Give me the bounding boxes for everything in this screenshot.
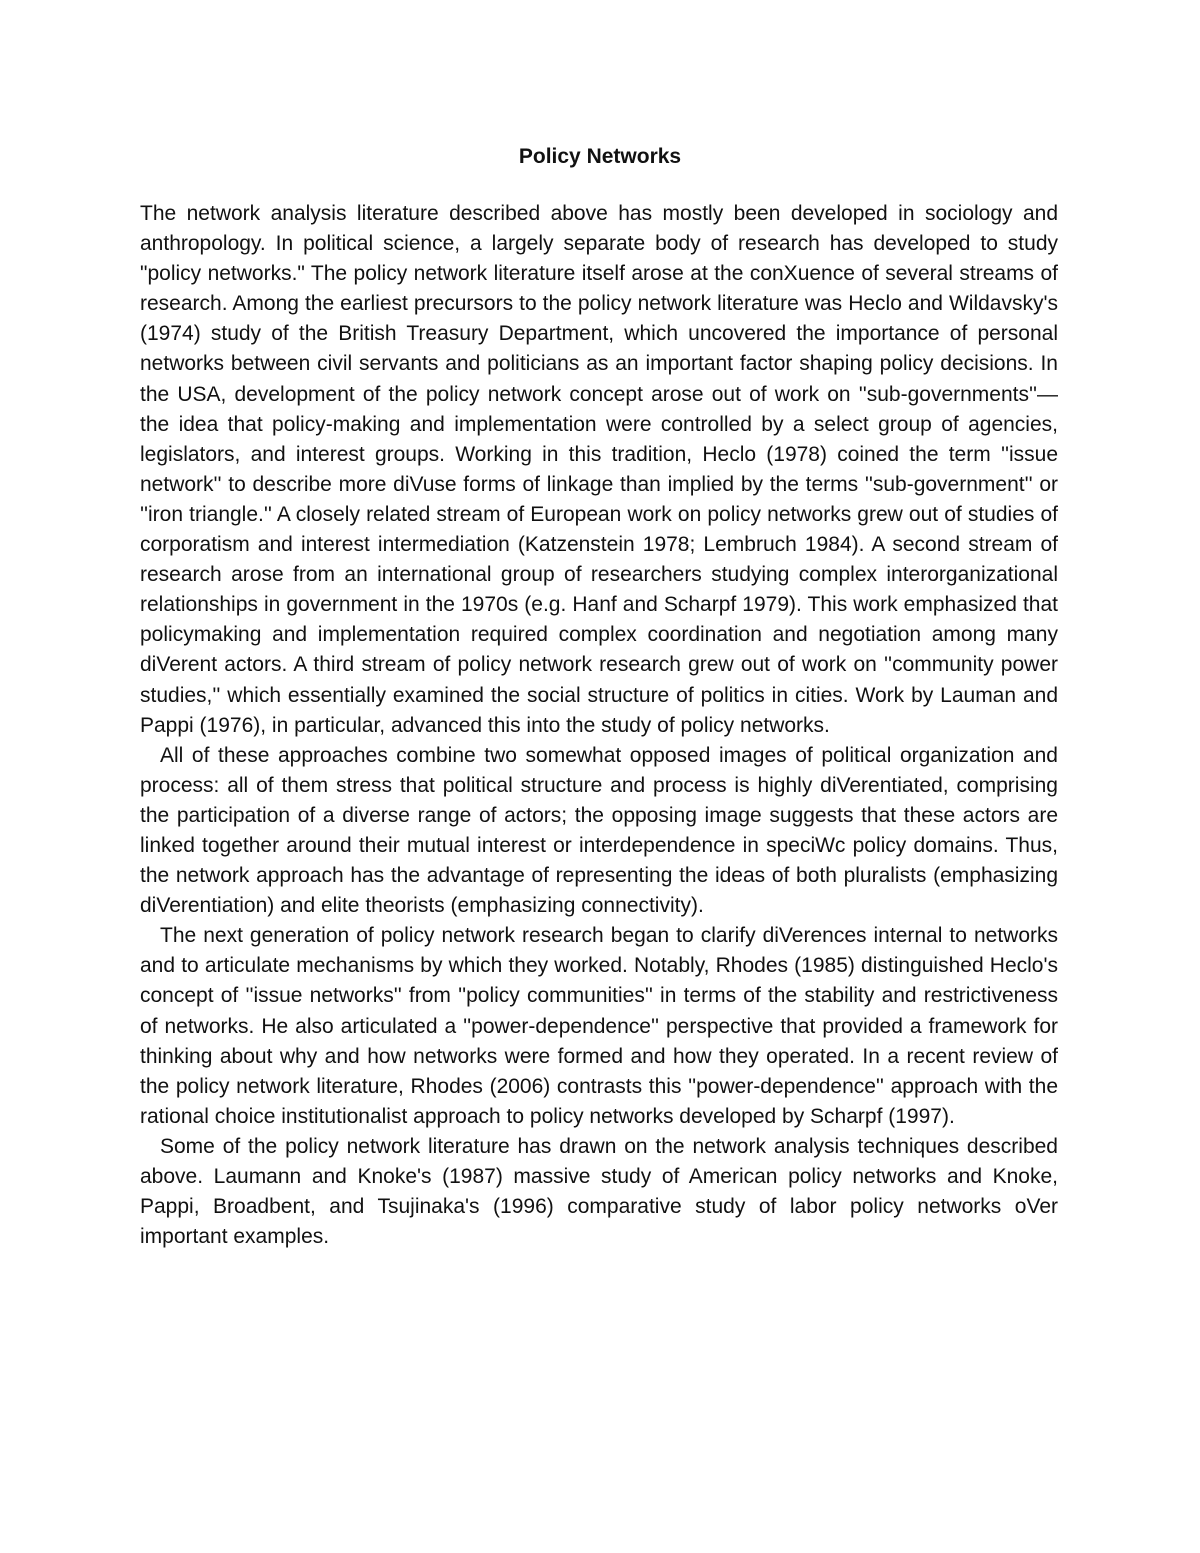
paragraph-4: Some of the policy network literature has drawn on the network analysis techniques described above. Laumann and Knoke's (1987) massive study of American policy networks and Knoke, Pappi, Broadbent, and Tsujinaka's (1996) comparative study of labor policy networks oVer important examples.	[140, 1134, 1058, 1249]
document-title: Policy Networks	[518, 145, 682, 168]
paragraph-2: All of these approaches combine two somewhat opposed images of political organization and process: all of them stress that political structure and process is highly diVerentiated, comprising the participation of a diverse range of actors; the opposing image suggests that these actors are linked together around their mutual interest or interdependence in speciWc policy domains. Thus, the network approach has the advantage of representing the ideas of both pluralists (emphasizing diVerentiation) and elite theorists (emphasizing connectivity).	[140, 743, 1058, 918]
document-body	[140, 199, 1058, 1252]
paragraph-3: The next generation of policy network research began to clarify diVerences internal to networks and to articulate mechanisms by which they worked. Notably, Rhodes (1985) distinguished Heclo's concept of ''issue networks'' from ''policy communities'' in terms of the stability and restrictiveness of networks. He also articulated a ''power-dependence'' perspective that provided a framework for thinking about why and how networks were formed and how they operated. In a recent review of the policy network literature, Rhodes (2006) contrasts this ''power-dependence'' approach with the rational choice institutionalist approach to policy networks developed by Scharpf (1997).	[140, 924, 1058, 1128]
paragraph-1: The network analysis literature described above has mostly been developed in sociology and anthropology. In political science, a largely separate body of research has developed to study "policy networks." The policy network literature itself arose at the conXuence of several streams of research. Among the earliest precursors to the policy network literature was Heclo and Wildavsky's (1974) study of the British Treasury Department, which uncovered the importance of personal networks between civil servants and politicians as an important factor shaping policy decisions. In the USA, development of the policy network concept arose out of work on ''sub-governments''— the idea that policy-making and implementation were controlled by a select group of agencies, legislators, and interest groups. Working in this tradition, Heclo (1978) coined the term ''issue network'' to describe more diVuse forms of linkage than implied by the terms ''sub-government'' or ''iron triangle.'' A closely related stream of European work on policy networks grew out of studies of corporatism and interest intermediation (Katzenstein 1978; Lembruch 1984). A second stream of research arose from an international group of researchers studying complex interorganizational relationships in government in the 1970s (e.g. Hanf and Scharpf 1979). This work emphasized that policymaking and implementation required complex coordination and negotiation among many diVerent actors. A third stream of policy network research grew out of work on ''community power studies,'' which essentially examined the social structure of politics in cities. Work by Lauman and Pappi (1976), in particular, advanced this into the study of policy networks.	[140, 202, 1058, 737]
